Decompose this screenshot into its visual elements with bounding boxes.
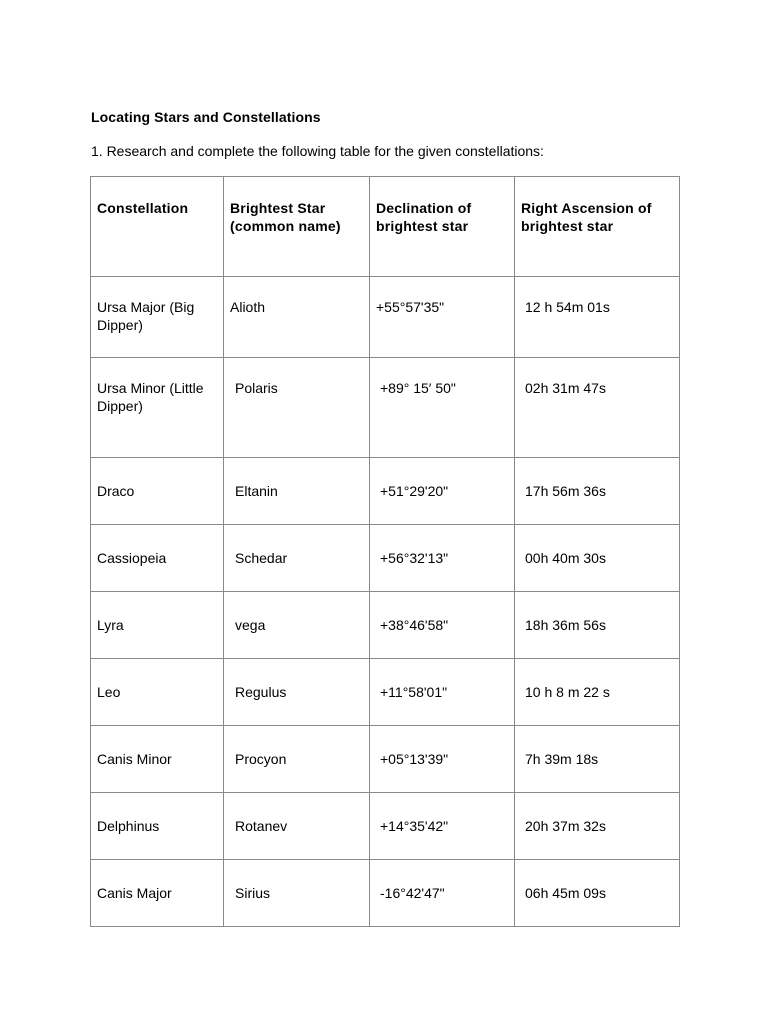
cell-constellation: Delphinus bbox=[91, 793, 224, 860]
cell-brightest-star: Procyon bbox=[224, 726, 370, 793]
cell-brightest-star: Rotanev bbox=[224, 793, 370, 860]
table-row bbox=[91, 277, 680, 358]
cell-brightest-star: Eltanin bbox=[224, 458, 370, 525]
cell-right-ascension: 12 h 54m 01s bbox=[515, 277, 680, 358]
cell-brightest-star: vega bbox=[224, 592, 370, 659]
cell-right-ascension: 17h 56m 36s bbox=[515, 458, 680, 525]
table-row bbox=[91, 726, 680, 793]
cell-constellation: Cassiopeia bbox=[91, 525, 224, 592]
table-row bbox=[91, 592, 680, 659]
header-constellation: Constellation bbox=[91, 177, 224, 277]
cell-declination: +05°13'39" bbox=[370, 726, 515, 793]
cell-constellation: Canis Major bbox=[91, 860, 224, 927]
cell-right-ascension: 10 h 8 m 22 s bbox=[515, 659, 680, 726]
cell-declination: -16°42'47" bbox=[370, 860, 515, 927]
cell-constellation: Leo bbox=[91, 659, 224, 726]
table-row bbox=[91, 458, 680, 525]
table-header-row bbox=[91, 177, 680, 277]
header-brightest-star: Brightest Star (common name) bbox=[224, 177, 370, 277]
cell-constellation: Ursa Major (Big Dipper) bbox=[91, 277, 224, 358]
cell-brightest-star: Polaris bbox=[224, 358, 370, 458]
table-row bbox=[91, 659, 680, 726]
cell-right-ascension: 02h 31m 47s bbox=[515, 358, 680, 458]
cell-right-ascension: 06h 45m 09s bbox=[515, 860, 680, 927]
cell-declination: +56°32'13" bbox=[370, 525, 515, 592]
table-row bbox=[91, 793, 680, 860]
table-row bbox=[91, 358, 680, 458]
cell-constellation: Draco bbox=[91, 458, 224, 525]
table-row bbox=[91, 525, 680, 592]
cell-constellation: Lyra bbox=[91, 592, 224, 659]
constellation-table bbox=[90, 176, 680, 927]
cell-declination: +55°57'35" bbox=[370, 277, 515, 358]
cell-right-ascension: 18h 36m 56s bbox=[515, 592, 680, 659]
header-declination: Declination of brightest star bbox=[370, 177, 515, 277]
cell-declination: +89° 15′ 50" bbox=[370, 358, 515, 458]
document-instruction: 1. Research and complete the following table for the given constellations: bbox=[91, 143, 544, 159]
cell-declination: +14°35'42" bbox=[370, 793, 515, 860]
table-row bbox=[91, 860, 680, 927]
cell-constellation: Ursa Minor (Little Dipper) bbox=[91, 358, 224, 458]
document-title: Locating Stars and Constellations bbox=[91, 109, 321, 125]
cell-right-ascension: 00h 40m 30s bbox=[515, 525, 680, 592]
cell-right-ascension: 20h 37m 32s bbox=[515, 793, 680, 860]
cell-brightest-star: Sirius bbox=[224, 860, 370, 927]
cell-declination: +11°58'01" bbox=[370, 659, 515, 726]
cell-constellation: Canis Minor bbox=[91, 726, 224, 793]
cell-brightest-star: Alioth bbox=[224, 277, 370, 358]
cell-declination: +51°29'20" bbox=[370, 458, 515, 525]
cell-declination: +38°46'58" bbox=[370, 592, 515, 659]
cell-right-ascension: 7h 39m 18s bbox=[515, 726, 680, 793]
cell-brightest-star: Regulus bbox=[224, 659, 370, 726]
cell-brightest-star: Schedar bbox=[224, 525, 370, 592]
header-right-ascension: Right Ascension of brightest star bbox=[515, 177, 680, 277]
